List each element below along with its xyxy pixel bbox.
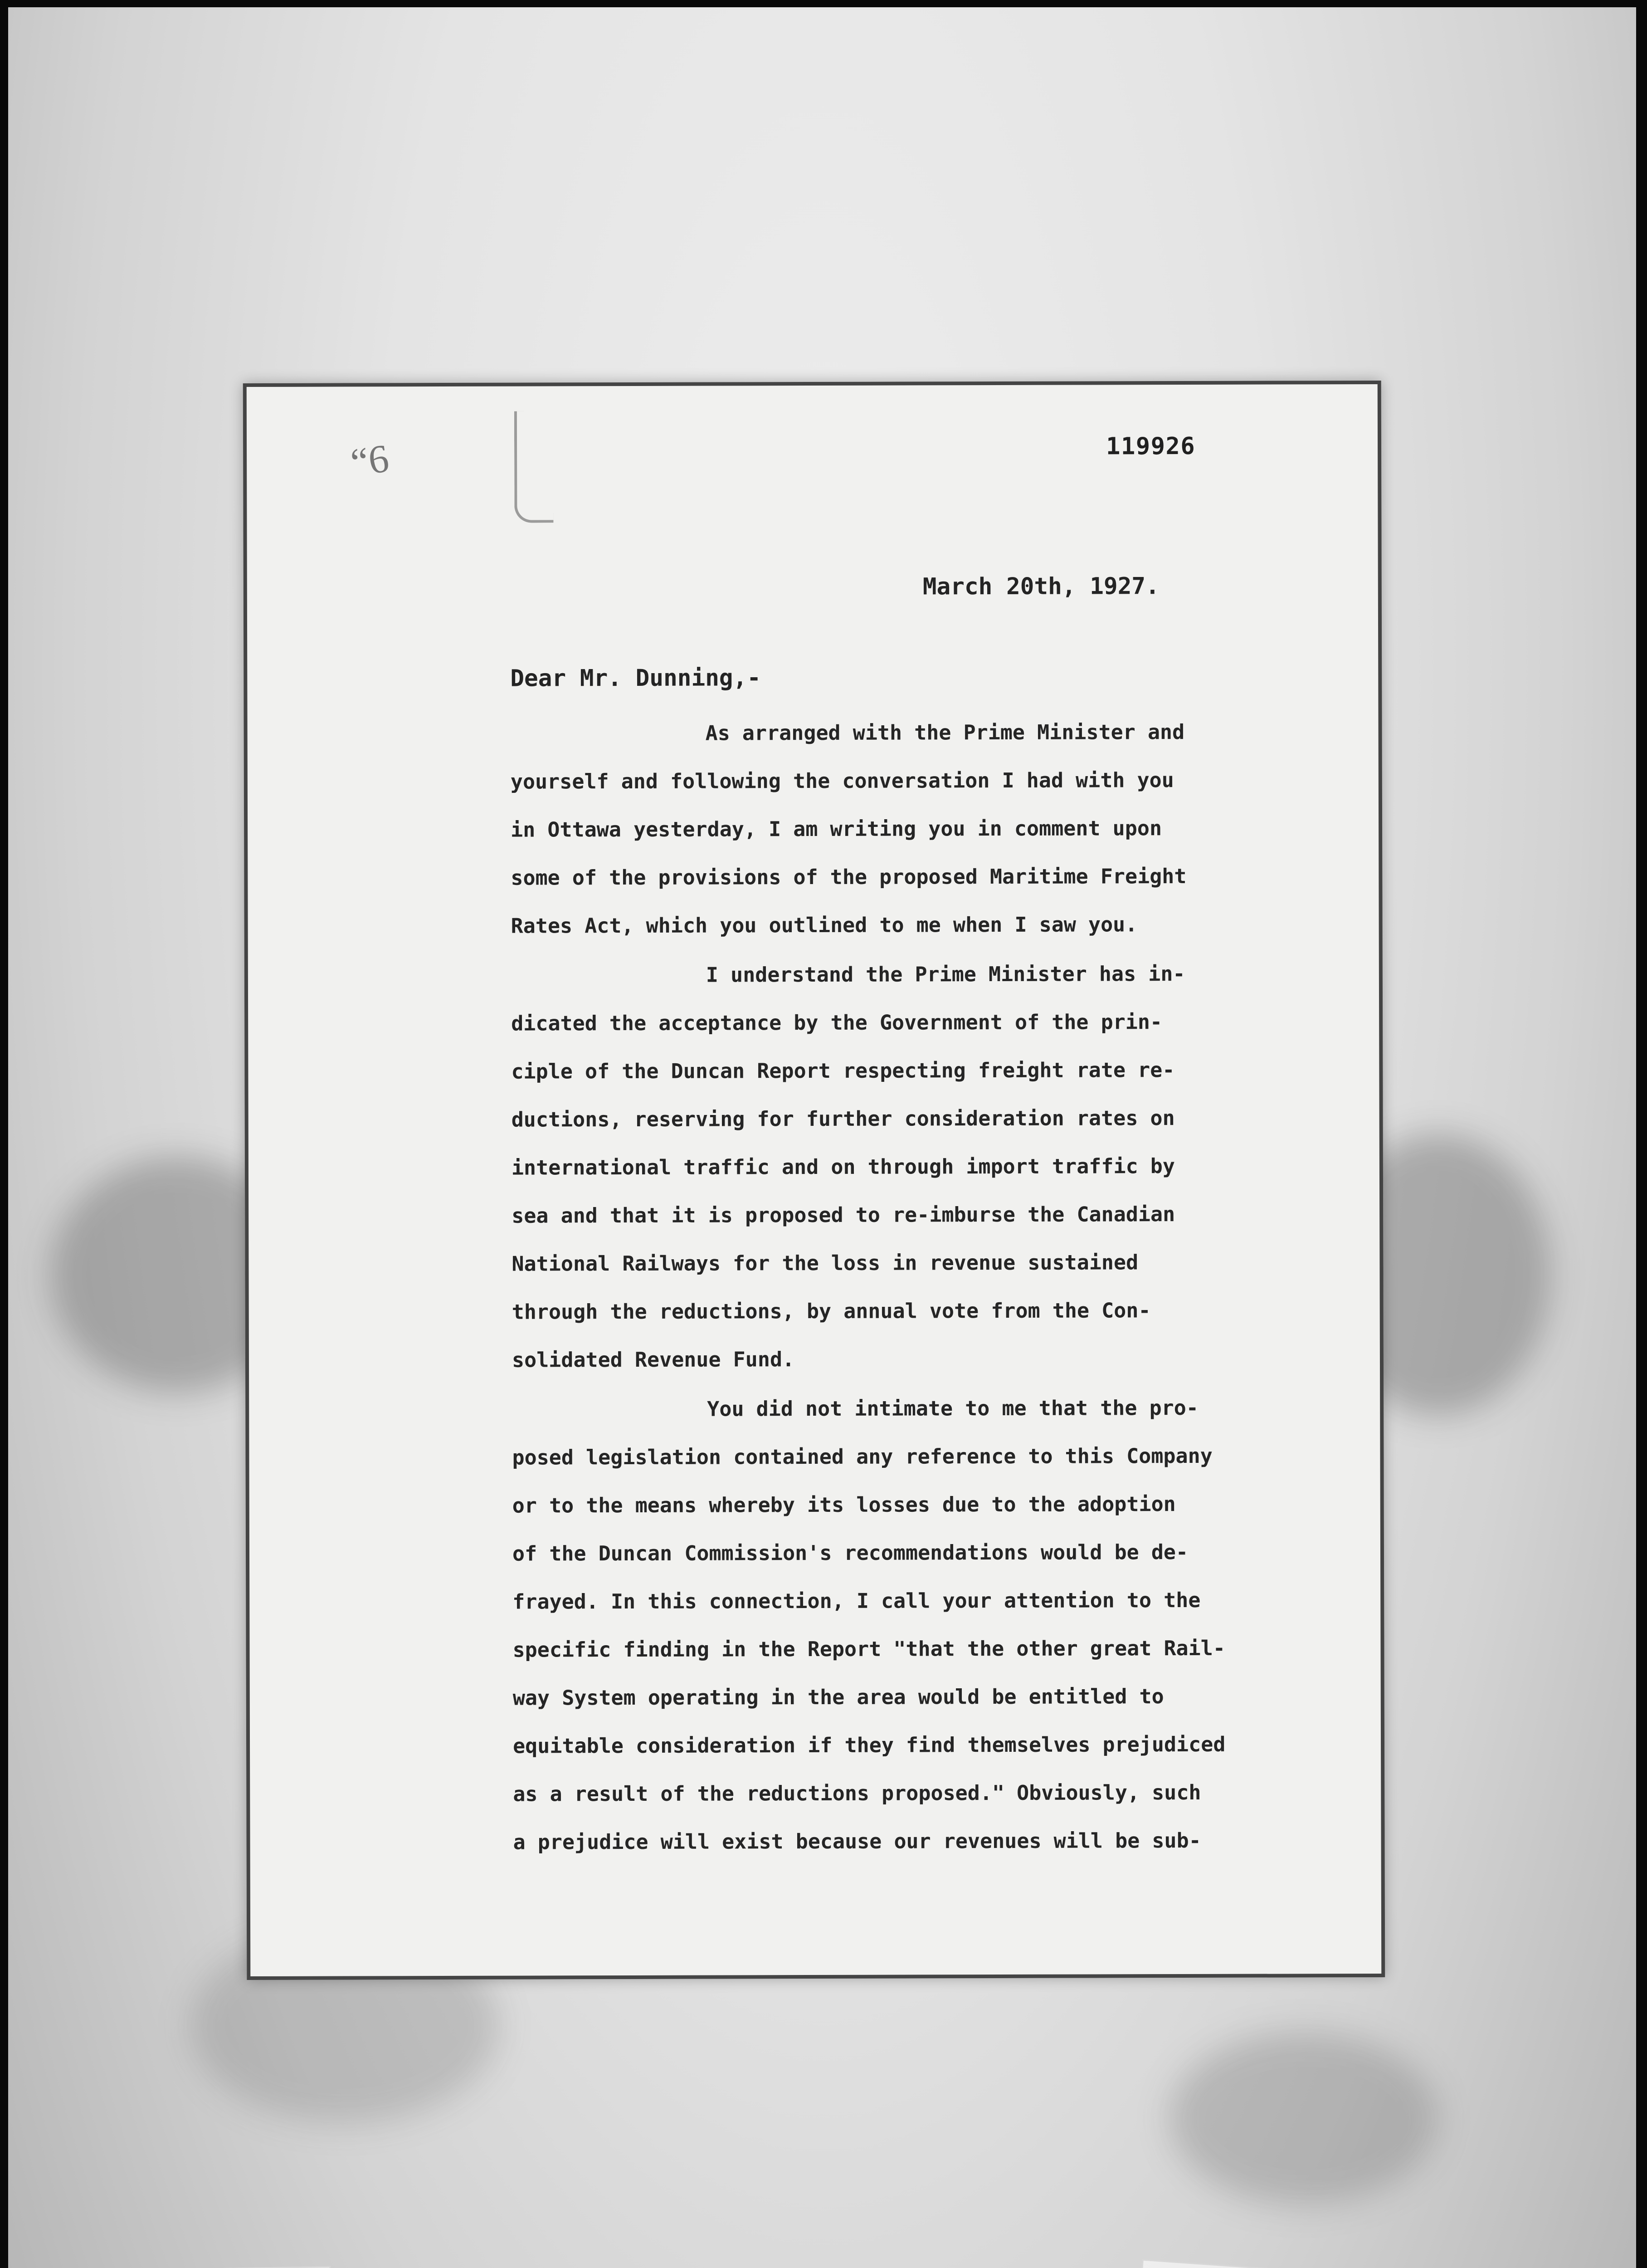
letter-line: international traffic and on through import traffic by [511, 1154, 1175, 1180]
letter-line: As arranged with the Prime Minister and [705, 720, 1185, 745]
letter-line: ciple of the Duncan Report respecting freight rate re- [511, 1058, 1175, 1084]
letter-date: March 20th, 1927. [922, 573, 1160, 601]
salutation: Dear Mr. Dunning,- [510, 665, 761, 692]
film-border-top [0, 0, 1647, 7]
letter-line: some of the provisions of the proposed Maritime Freight [511, 864, 1187, 890]
reference-number: 119926 [1106, 432, 1196, 460]
letter-line: ductions, reserving for further consideration rates on [511, 1106, 1175, 1132]
letter-line: equitable consideration if they find themselves prejudiced [512, 1732, 1226, 1758]
letter-line: You did not intimate to me that the pro- [707, 1395, 1199, 1421]
letter-line: National Railways for the loss in revenue sustained [512, 1250, 1139, 1276]
letter-sheet [243, 381, 1385, 1980]
tape-piece [1135, 2259, 1398, 2268]
letter-line: in Ottawa yesterday, I am writing you in comment upon [511, 816, 1162, 842]
tape-piece [110, 2266, 332, 2268]
letter-line: solidated Revenue Fund. [512, 1347, 795, 1372]
letter-line: as a result of the reductions proposed." Obviously, such [513, 1780, 1201, 1806]
letter-line: frayed. In this connection, I call your attention to the [512, 1588, 1201, 1614]
letter-line: dicated the acceptance by the Government of the prin- [511, 1010, 1163, 1036]
letter-line: yourself and following the conversation I had with you [510, 768, 1174, 794]
letter-line: specific finding in the Report "that the other great Rail- [512, 1636, 1225, 1662]
microfilm-shadow [1170, 2032, 1437, 2204]
letter-line: or to the means whereby its losses due to the adoption [512, 1492, 1176, 1518]
letter-line: through the reductions, by annual vote from the Con- [512, 1298, 1151, 1324]
handwritten-mark: “6 [348, 436, 392, 485]
faint-bracket-mark [514, 411, 554, 523]
letter-line: way System operating in the area would be entitled to [512, 1684, 1164, 1710]
letter-body [510, 708, 1313, 1866]
letter-line: Rates Act, which you outlined to me when I saw you. [511, 912, 1138, 938]
letter-line: posed legislation contained any reference to this Company [512, 1443, 1213, 1470]
letter-line: of the Duncan Commission's recommendations would be de- [512, 1540, 1189, 1566]
film-border-left [0, 0, 8, 2268]
letter-line: sea and that it is proposed to re-imburse the Canadian [512, 1202, 1175, 1228]
letter-line: I understand the Prime Minister has in- [706, 961, 1185, 987]
letter-line: a prejudice will exist because our revenues will be sub- [513, 1828, 1201, 1854]
film-border-right [1636, 0, 1647, 2268]
